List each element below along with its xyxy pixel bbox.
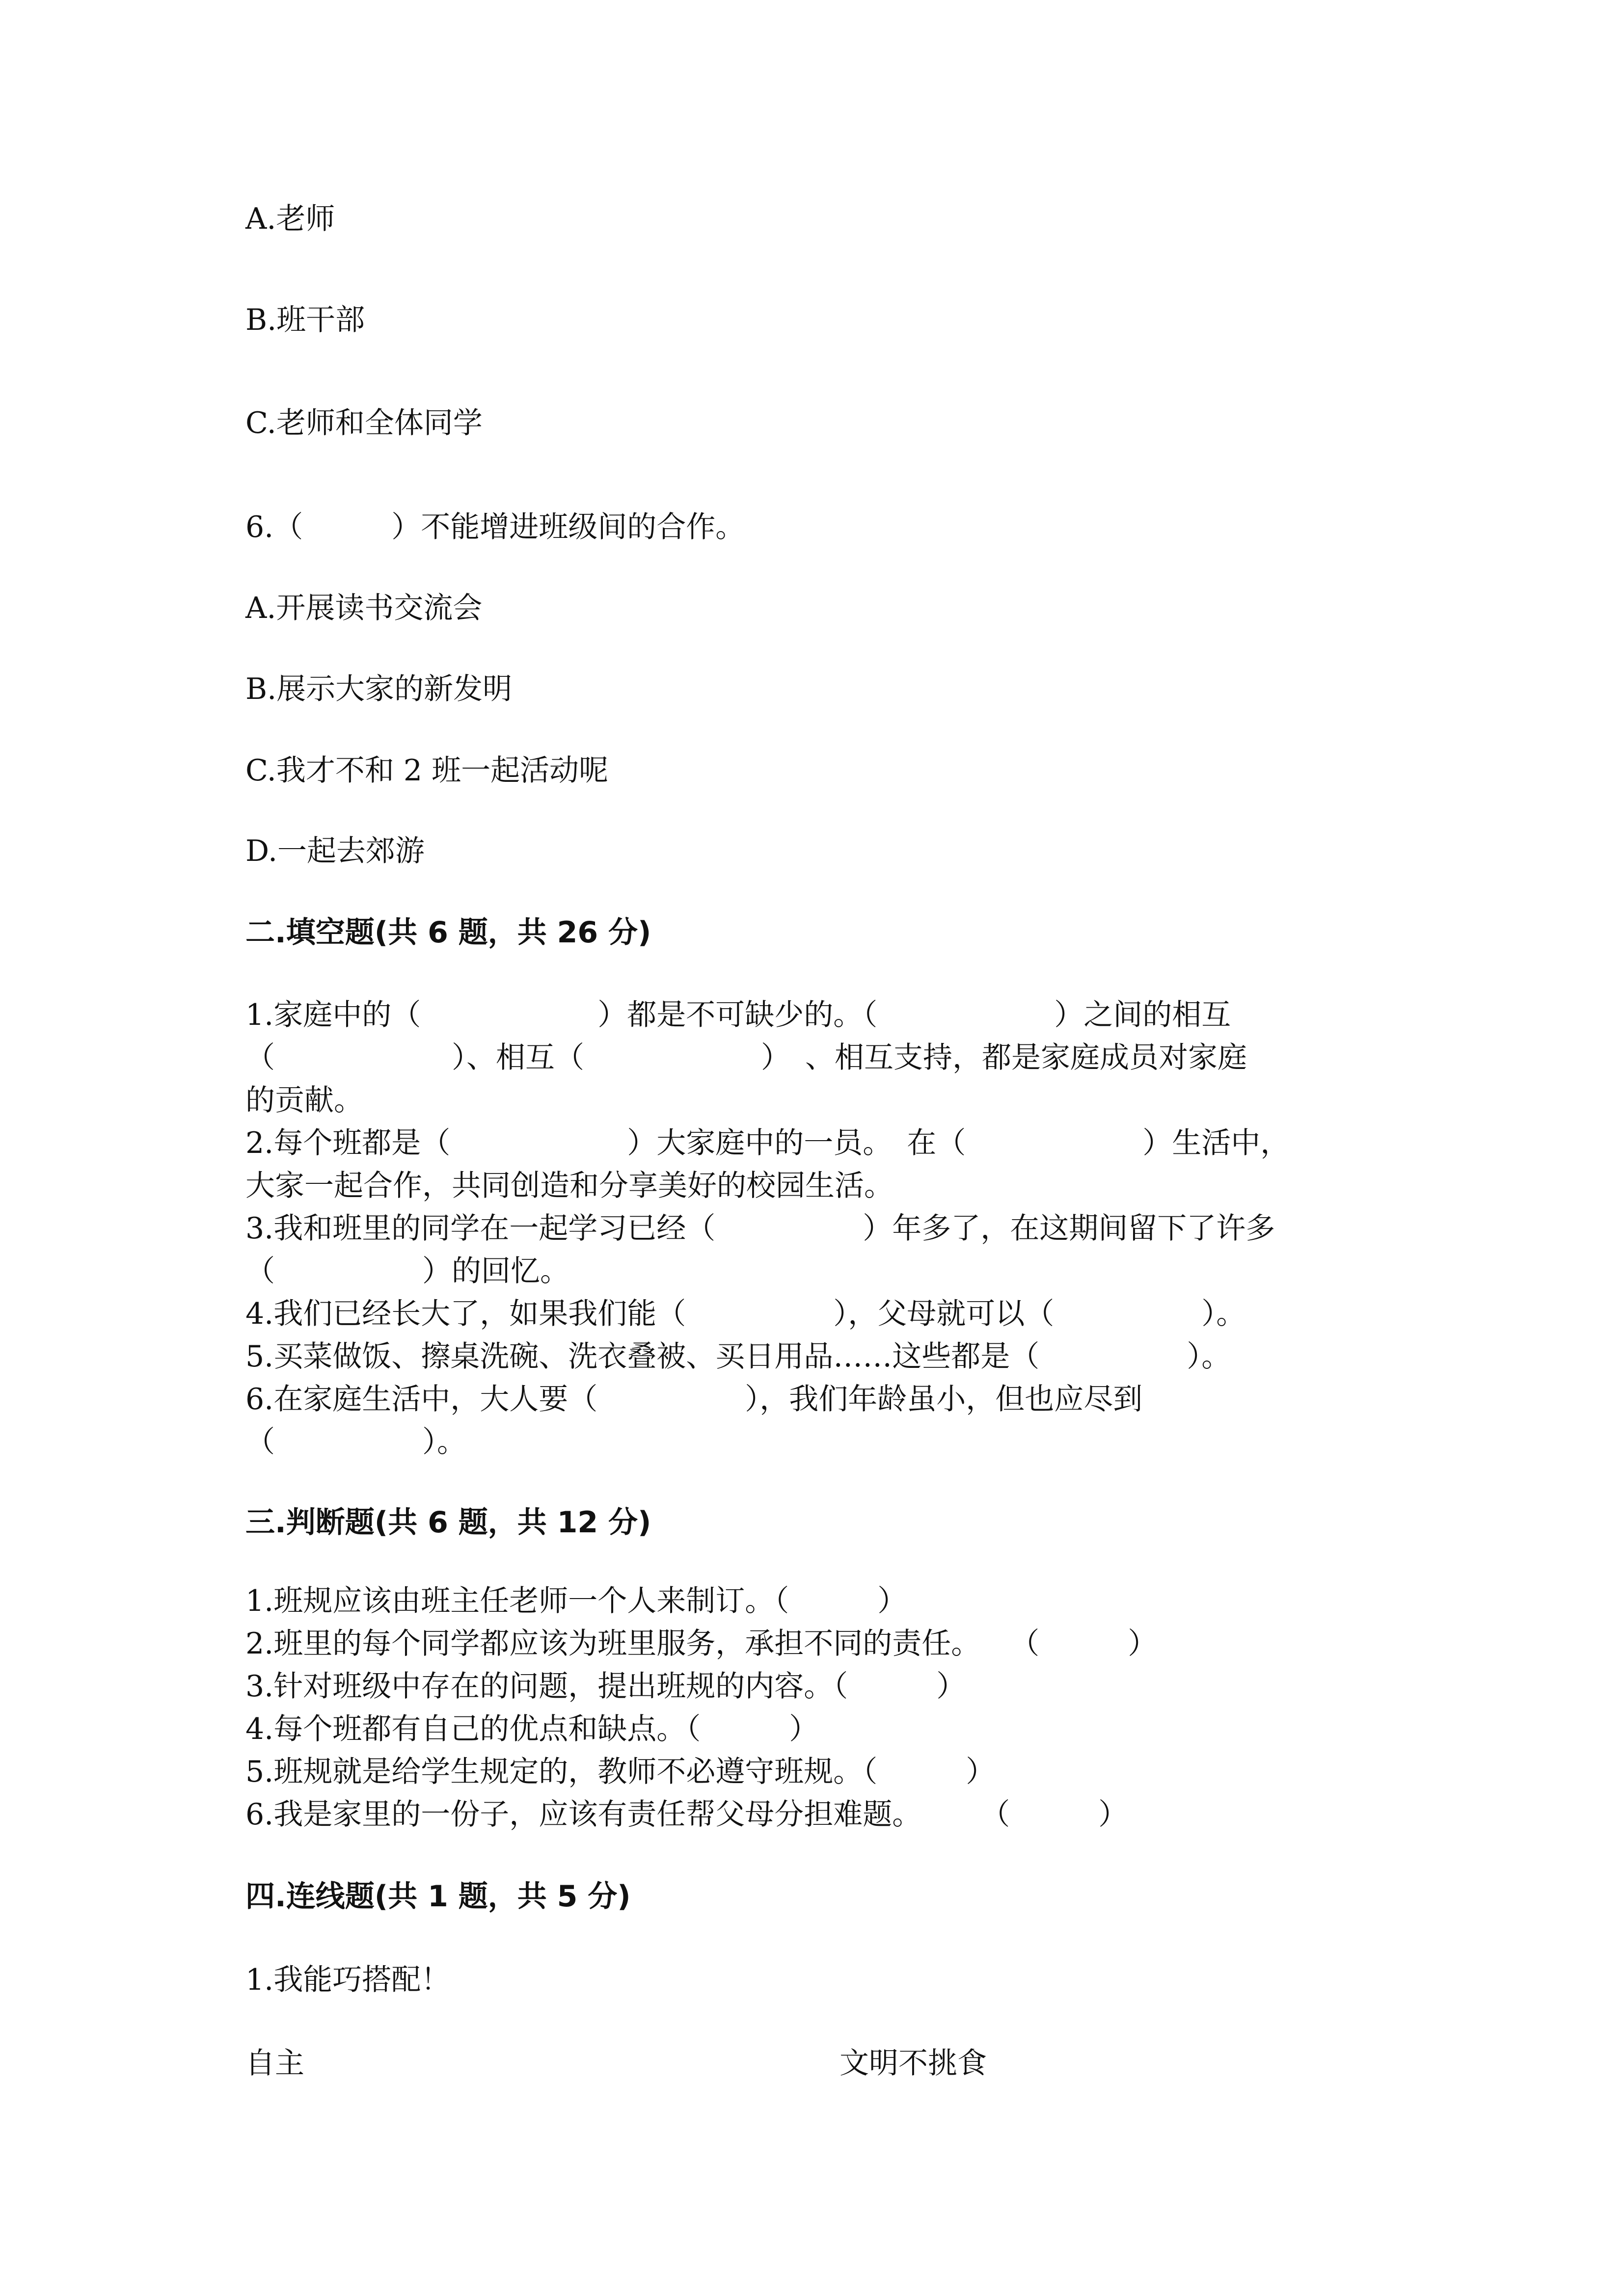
q5-option-a: A.老师	[245, 202, 335, 236]
section2-line: 的贡献。	[245, 1083, 363, 1118]
section3-line: 5.班规就是给学生规定的，教师不必遵守班规。（ ）	[245, 1755, 996, 1789]
section2-line: （ ）。	[245, 1425, 466, 1459]
section3-line: 3.针对班级中存在的问题，提出班规的内容。（ ）	[245, 1669, 966, 1704]
section2-line: 5.买菜做饭、擦桌洗碗、洗衣叠被、买日用品……这些都是（ ）。	[245, 1339, 1231, 1374]
section3-line: 2.班里的每个同学都应该为班里服务，承担不同的责任。 （ ）	[245, 1627, 1158, 1661]
section2-heading: 二.填空题(共 6 题，共 26 分)	[245, 915, 651, 950]
q5-option-c: C.老师和全体同学	[245, 406, 483, 440]
section3-line: 4.每个班都有自己的优点和缺点。（ ）	[245, 1712, 819, 1746]
section2-line: 1.家庭中的（ ）都是不可缺少的。（ ）之间的相互	[245, 998, 1231, 1032]
q6-option-d: D.一起去郊游	[245, 834, 425, 868]
matching-right-item: 文明不挑食	[839, 2046, 987, 2081]
matching-left-item: 自主	[245, 2046, 304, 2081]
section2-line: 2.每个班都是（ ）大家庭中的一员。 在（ ）生活中，	[245, 1126, 1290, 1160]
section2-line: （ ）、相互（ ） 、相互支持，都是家庭成员对家庭	[245, 1041, 1247, 1075]
section2-line: 4.我们已经长大了，如果我们能（ ），父母就可以（ ）。	[245, 1297, 1246, 1331]
section2-line: 6.在家庭生活中，大人要（ ），我们年龄虽小，但也应尽到	[245, 1382, 1143, 1416]
section3-line: 1.班规应该由班主任老师一个人来制订。（ ）	[245, 1584, 907, 1618]
section2-line: （ ）的回忆。	[245, 1254, 569, 1288]
matching-question: 1.我能巧搭配！	[245, 1963, 451, 1997]
section3-heading: 三.判断题(共 6 题，共 12 分)	[245, 1505, 651, 1540]
section3-line: 6.我是家里的一份子，应该有责任帮父母分担难题。 （ ）	[245, 1797, 1128, 1832]
q6-stem: 6.（ ）不能增进班级间的合作。	[245, 510, 745, 544]
q5-option-b: B.班干部	[245, 303, 365, 337]
q6-option-c: C.我才不和 2 班一起活动呢	[245, 753, 609, 788]
q6-option-b: B.展示大家的新发明	[245, 672, 513, 706]
section2-line: 大家一起合作，共同创造和分享美好的校园生活。	[245, 1169, 893, 1203]
section4-heading: 四.连线题(共 1 题，共 5 分)	[245, 1879, 631, 1914]
section2-line: 3.我和班里的同学在一起学习已经（ ）年多了，在这期间留下了许多	[245, 1211, 1275, 1246]
q6-option-a: A.开展读书交流会	[245, 591, 483, 625]
